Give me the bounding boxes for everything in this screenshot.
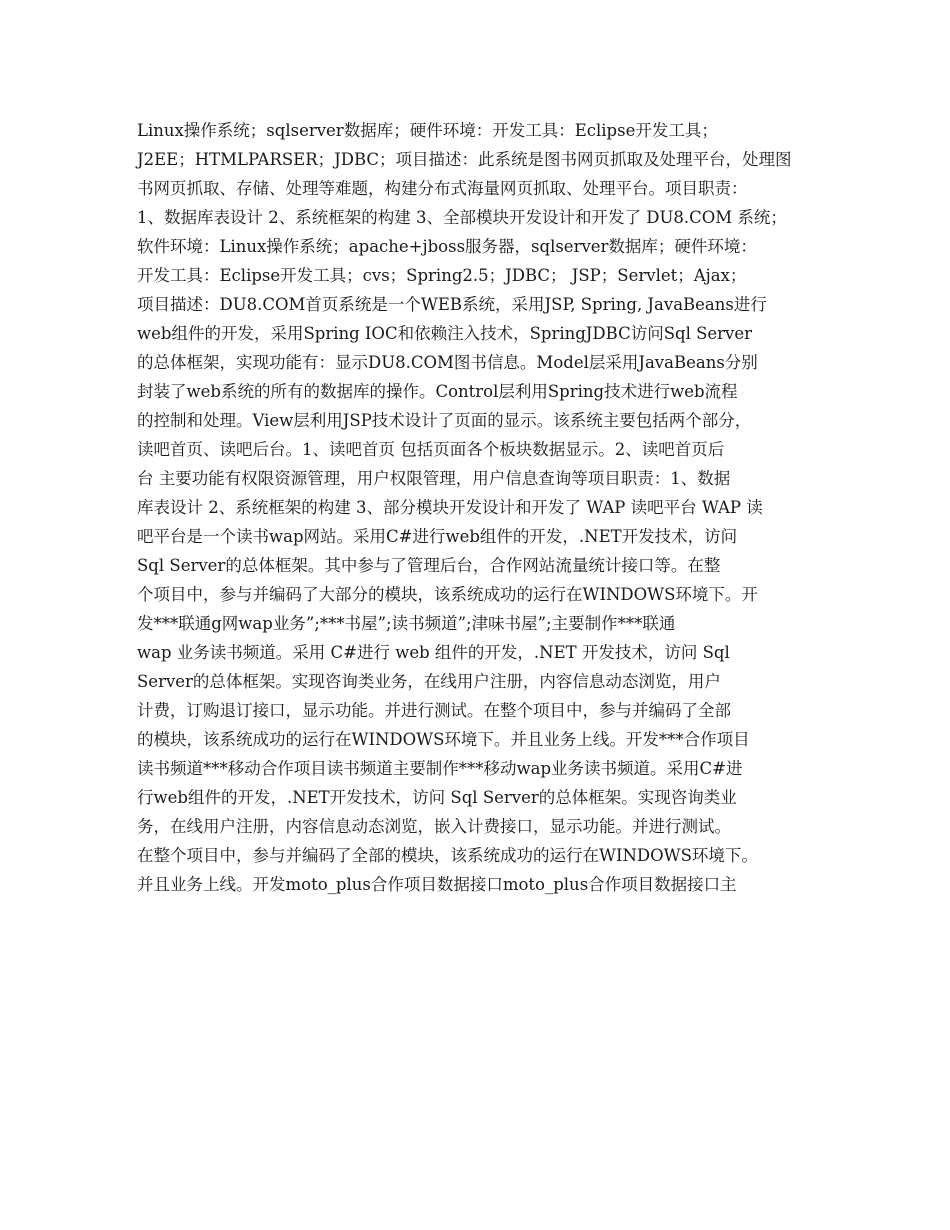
text-line: 开发工具：Eclipse开发工具；cvs；Spring2.5；JDBC； JSP；Servlet；Ajax； [137,266,747,285]
text-line: 吧平台是一个读书wap网站。采用C#进行web组件的开发，.NET开发技术，访问 [137,527,738,546]
text-line: J2EE；HTMLPARSER；JDBC；项目描述：此系统是图书网页抓取及处理平台，处理图 [137,150,792,169]
text-line: 读书频道***移动合作项目读书频道主要制作***移动wap业务读书频道。采用C#进 [137,759,743,778]
body-text [137,116,827,899]
text-line: 行web组件的开发，.NET开发技术，访问 Sql Server的总体框架。实现咨询类业 [137,788,737,807]
text-line: 书网页抓取、存储、处理等难题，构建分布式海量网页抓取、处理平台。项目职责： [137,179,748,198]
text-line: 库表设计 2、系统框架的构建 3、部分模块开发设计和开发了 WAP 读吧平台 WAP 读 [137,498,763,517]
text-line: Sql Server的总体框架。其中参与了管理后台，合作网站流量统计接口等。在整 [137,556,721,575]
text-line: 项目描述：DU8.COM首页系统是一个WEB系统，采用JSP, Spring, JavaBeans进行 [137,295,767,314]
text-line: 1、数据库表设计 2、系统框架的构建 3、全部模块开发设计和开发了 DU8.COM 系统； [137,208,787,227]
text-line: 发***联通g网wap业务”;***书屋”;读书频道”;津味书屋”;主要制作***联通 [137,614,676,633]
text-line: 的总体框架，实现功能有：显示DU8.COM图书信息。Model层采用JavaBeans分别 [137,353,758,372]
text-line: Linux操作系统；sqlserver数据库；硬件环境：开发工具：Eclipse开发工具； [137,121,718,140]
text-line: 计费，订购退订接口，显示功能。并进行测试。在整个项目中，参与并编码了全部 [137,701,731,720]
text-line: 务，在线用户注册，内容信息动态浏览，嵌入计费接口，显示功能。并进行测试。 [137,817,731,836]
text-line: 软件环境：Linux操作系统；apache+jboss服务器，sqlserver数据库；硬件环境： [137,237,757,256]
text-line: 并且业务上线。开发moto_plus合作项目数据接口moto_plus合作项目数据接口主 [137,875,737,894]
text-line: Server的总体框架。实现咨询类业务，在线用户注册，内容信息动态浏览，用户 [137,672,721,691]
text-line: 的模块，该系统成功的运行在WINDOWS环境下。并且业务上线。开发***合作项目 [137,730,750,749]
text-line: web组件的开发，采用Spring IOC和依赖注入技术，SpringJDBC访问Sql Server [137,324,753,343]
text-line: 在整个项目中，参与并编码了全部的模块，该系统成功的运行在WINDOWS环境下。 [137,846,758,865]
text-line: 封装了web系统的所有的数据库的操作。Control层利用Spring技术进行web流程 [137,382,738,401]
text-line: 台 主要功能有权限资源管理，用户权限管理，用户信息查询等项目职责：1、数据 [137,469,731,488]
text-line: 读吧首页、读吧后台。1、读吧首页 包括页面各个板块数据显示。2、读吧首页后 [137,440,725,459]
text-line: wap 业务读书频道。采用 C#进行 web 组件的开发，.NET 开发技术，访问 Sql [137,643,730,662]
text-line: 的控制和处理。View层利用JSP技术设计了页面的显示。该系统主要包括两个部分， [137,411,752,430]
text-line: 个项目中，参与并编码了大部分的模块，该系统成功的运行在WINDOWS环境下。开 [137,585,758,604]
